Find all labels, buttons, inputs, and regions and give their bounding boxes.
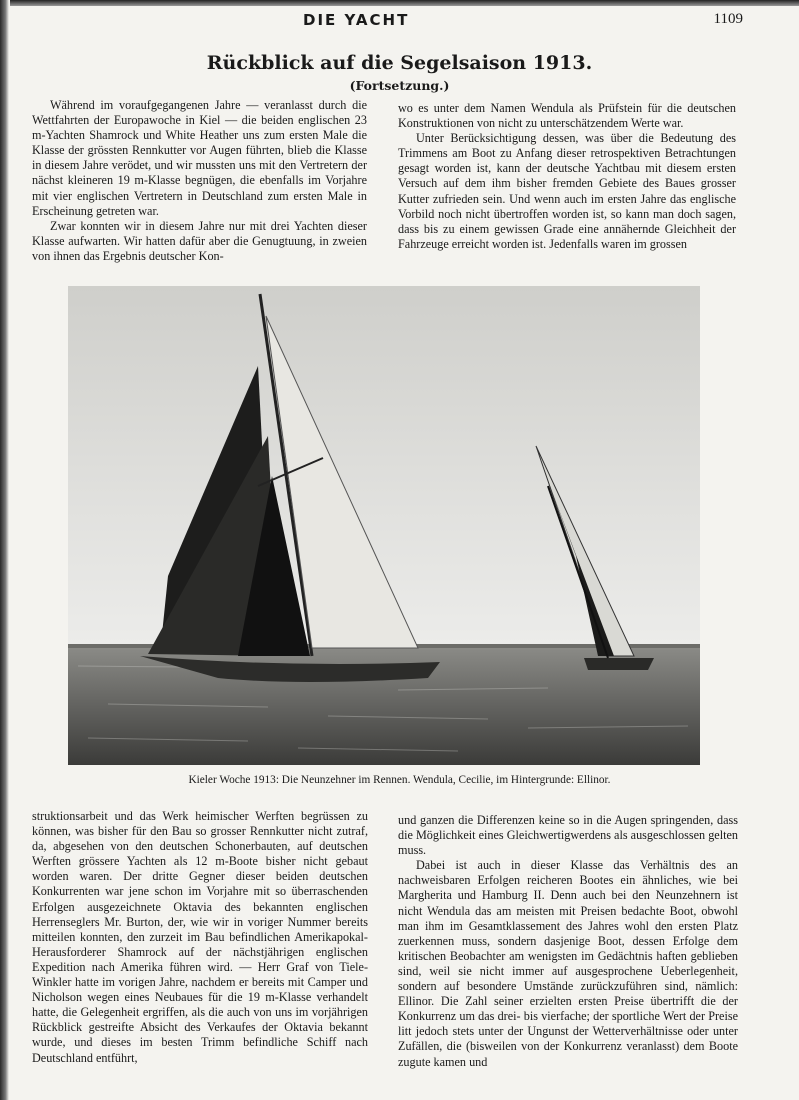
paragraph: struktionsarbeit und das Werk heimischer Werften begrüssen zu können, was bisher für den Bau so grosser Rennkutter nicht zutraf, da, abgesehen von den deutschen Schonerbauten, auf deutschen Werften grössere Yachten als 12 m-Boote bisher nicht gebaut worden waren. Der dritte Gegner dieser beiden deutschen Konkurrenten war jene schon im Vorjahre mit so überraschenden Erfolgen ausgezeichnete Oktavia des bekannten englischen Herrenseglers Mr. Burton, der, wie wir in voriger Nummer bereits mitteilen konnten, den zurzeit im Bau befindlichen Amerikapokal-Herausforderer Shamrock auf der nächstjährigen englischen Expedition nach Amerika führen wird. — Herr Graf von Tiele-Winkler hatte im vorigen Jahre, nachdem er bereits mit Camper und Nicholson wegen eines Neubaues für die 19 m-Klasse verhandelt hatte, die Gelegenheit ergriffen, als die auch von uns im vorjährigen Rückblick gestreifte Absicht des Verkaufes der Oktavia bekannt wurde, und dieses im besten Trimm befindliche Schiff nach Deutschland entführt,: [32, 809, 368, 1065]
paragraph: Während im voraufgegangenen Jahre — veranlasst durch die Wettfahrten der Europawoche in Kiel — die beiden englischen 23 m-Yachten Shamrock und White Heather uns zum ersten Male die Klasse der grössten Rennkutter vor Augen führten, blieb die Klasse in diesem Jahre verödet, und wir mussten uns mit den Vertretern der nächst kleineren 19 m-Klasse begnügen, die ebenfalls im Vorjahre mit vier englischen Vertretern in Deutschland zum ersten Male in Erscheinung getreten war.: [32, 98, 367, 218]
page-number: 1109: [713, 11, 743, 27]
paragraph: Unter Berücksichtigung dessen, was über die Bedeutung des Trimmens am Boot zu Anfang dieser retrospektiven Betrachtungen gesagt worden ist, kann der deutsche Yachtbau mit diesem ersten Versuch auf dem ihm bisher fremden Gebiete des Baues grosser Kutter zufrieden sein. Und wenn auch im ersten Jahre das englische Vorbild noch nicht übertroffen worden ist, so kann man doch sagen, dass bis zu einem gewissen Grade eine annähernde Gleichheit der Fahrzeuge erreicht worden ist. Jedenfalls waren im grossen: [398, 131, 736, 251]
header-rule: [10, 0, 799, 6]
column-bottom-left: [32, 809, 368, 1066]
yacht-photograph: [68, 286, 700, 765]
running-title: DIE YACHT: [303, 11, 410, 29]
paragraph: Zwar konnten wir in diesem Jahre nur mit drei Yachten dieser Klasse aufwarten. Wir hatten dafür aber die Genugtuung, in zweien von ihnen das Ergebnis deutscher Kon-: [32, 218, 367, 263]
paragraph: Dabei ist auch in dieser Klasse das Verhältnis des an nachweisbaren Erfolgen reicheren Bootes ein ähnliches, wie bei Margherita und Hamburg II. Denn auch bei den Neunzehnern ist nicht Wendula das am meisten mit Preisen bedachte Boot, obwohl man ihm im Gesamtklassement des Jahres wohl den ersten Platz zuerkennen muss, sondern dasjenige Boot, dessen Erfolge dem kritischen Beobachter am wenigsten im Gedächtnis haften geblieben sind, weil sie nicht immer auf ausgesprochene Ueberlegenheit, sondern auf besondere Umstände zurückzuführen sind, nämlich: Ellinor. Die Zahl seiner erzielten ersten Preise übertrifft die der Konkurrenz um das drei- bis vierfache; der sportliche Wert der Preise litt jedoch stets unter der Ungunst der Wetterverhältnisse oder unter Zufällen, die (bisweilen von der Konkurrenz veranlasst) dem Boote zugute kamen und: [398, 858, 738, 1069]
paragraph: wo es unter dem Namen Wendula als Prüfstein für die deutschen Konstruktionen von nicht zu unterschätzendem Werte war.: [398, 101, 736, 131]
figure-caption: Kieler Woche 1913: Die Neunzehner im Rennen. Wendula, Cecilie, im Hintergrunde: Ellinor.: [188, 774, 611, 786]
paragraph: und ganzen die Differenzen keine so in die Augen springenden, dass die Möglichkeit eines Gleichwertigwerdens als ausgeschlossen gelten muss.: [398, 813, 738, 858]
page-edge-shadow: [0, 0, 9, 1100]
article-subtitle: (Fortsetzung.): [349, 78, 450, 93]
column-top-right: [398, 101, 736, 252]
article-title: Rückblick auf die Segelsaison 1913.: [206, 52, 593, 74]
column-bottom-right: [398, 813, 738, 1070]
column-top-left: [32, 98, 367, 264]
yacht-photo-illustration: [68, 286, 700, 765]
